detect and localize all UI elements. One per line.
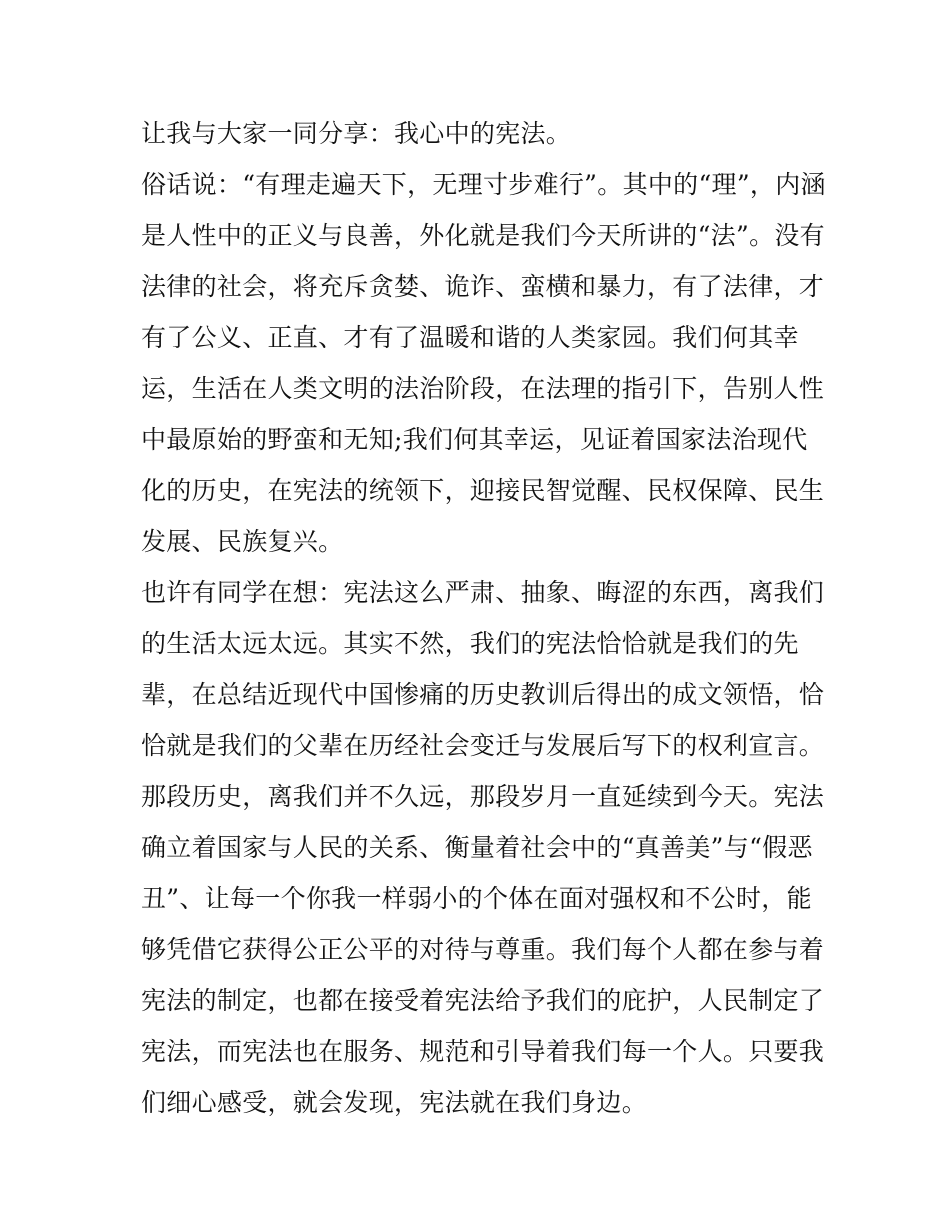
text-line: 中最原始的野蛮和无知;我们何其幸运，见证着国家法治现代 (141, 425, 808, 454)
text-line: 确立着国家与人民的关系、衡量着社会中的“真善美”与“假恶 (141, 833, 813, 862)
text-line: 也许有同学在想：宪法这么严肃、抽象、晦涩的东西，离我们 (141, 578, 825, 607)
text-line: 化的历史，在宪法的统领下，迎接民智觉醒、民权保障、民生 (141, 476, 825, 505)
text-line: 恰就是我们的父辈在历经社会变迁与发展后写下的权利宣言。 (141, 731, 825, 760)
text-line: 的生活太远太远。其实不然，我们的宪法恰恰就是我们的先 (141, 629, 799, 658)
document-body (141, 108, 826, 1128)
text-line: 俗话说：“有理走遍天下，无理寸步难行”。其中的“理”，内涵 (141, 170, 826, 199)
text-line: 有了公义、正直、才有了温暖和谐的人类家园。我们何其幸 (141, 323, 799, 352)
text-line: 发展、民族复兴。 (141, 527, 344, 556)
text-line: 够凭借它获得公正公平的对待与尊重。我们每个人都在参与着 (141, 935, 825, 964)
text-line: 是人性中的正义与良善，外化就是我们今天所讲的“法”。没有 (141, 221, 825, 250)
text-line: 们细心感受，就会发现，宪法就在我们身边。 (141, 1088, 648, 1117)
text-line: 运，生活在人类文明的法治阶段，在法理的指引下，告别人性 (141, 374, 825, 403)
text-line: 那段历史，离我们并不久远，那段岁月一直延续到今天。宪法 (141, 782, 825, 811)
text-line: 宪法，而宪法也在服务、规范和引导着我们每一个人。只要我 (141, 1037, 825, 1066)
text-line: 辈，在总结近现代中国惨痛的历史教训后得出的成文领悟，恰 (141, 680, 825, 709)
text-line: 丑”、让每一个你我一样弱小的个体在面对强权和不公时，能 (141, 884, 812, 913)
text-line: 让我与大家一同分享：我心中的宪法。 (141, 119, 572, 148)
text-line: 法律的社会，将充斥贪婪、诡诈、蛮横和暴力，有了法律，才 (141, 272, 825, 301)
text-line: 宪法的制定，也都在接受着宪法给予我们的庇护，人民制定了 (141, 986, 825, 1015)
